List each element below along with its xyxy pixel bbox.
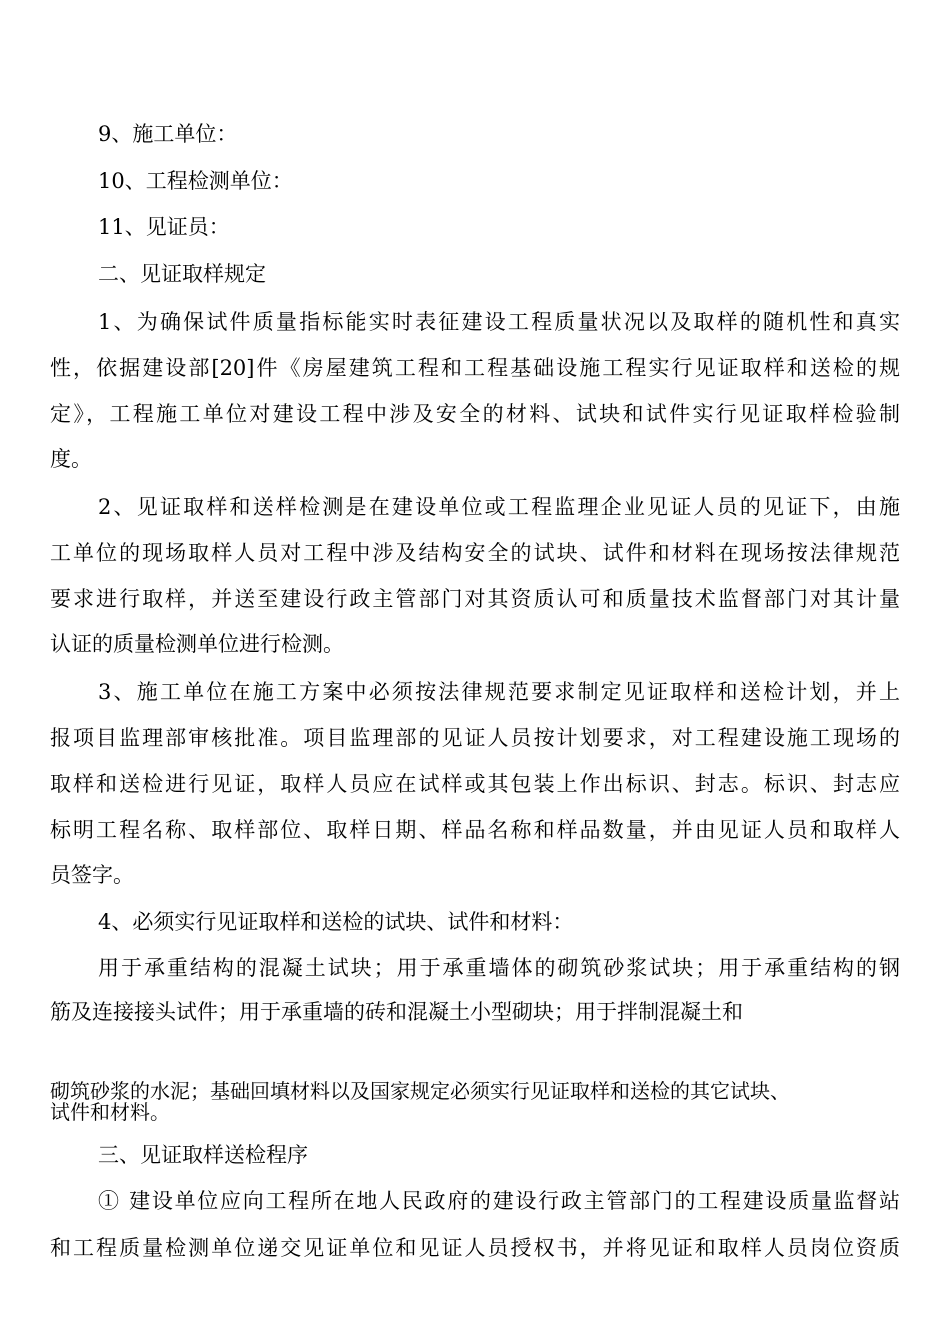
item-testing-unit: 10、工程检测单位： <box>98 169 293 193</box>
paragraph-2-line-3: 要求进行取样，并送至建设行政主管部门对其资质认可和质量技术监督部门对其计量 <box>50 587 900 611</box>
paragraph-3-line-1: 3、施工单位在施工方案中必须按法律规范要求制定见证取样和送检计划，并上 <box>98 680 900 704</box>
item-witness: 11、见证员： <box>98 215 230 239</box>
item-construction-unit: 9、施工单位： <box>98 122 238 146</box>
procedure-1-line-2: 和工程质量检测单位递交见证单位和见证人员授权书，并将见证和取样人员岗位资质 <box>50 1236 900 1260</box>
paragraph-1-line-1: 1、为确保试件质量指标能实时表征建设工程质量状况以及取样的随机性和真实 <box>98 310 900 334</box>
paragraph-1-line-4: 度。 <box>50 447 92 471</box>
paragraph-3-line-3: 取样和送检进行见证，取样人员应在试样或其包装上作出标识、封志。标识、封志应 <box>50 772 900 796</box>
paragraph-1-line-3: 定》，工程施工单位对建设工程中涉及安全的材料、试块和试件实行见证取样检验制 <box>50 402 900 426</box>
paragraph-4-heading: 4、必须实行见证取样和送检的试块、试件和材料： <box>98 910 574 934</box>
section-heading-3: 三、见证取样送检程序 <box>98 1143 308 1167</box>
paragraph-3-line-4: 标明工程名称、取样部位、取样日期、样品名称和样品数量，并由见证人员和取样人 <box>50 818 900 842</box>
paragraph-4-line-3: 砌筑砂浆的水泥；基础回填材料以及国家规定必须实行见证取样和送检的其它试块、 <box>50 1079 790 1103</box>
section-heading-2: 二、见证取样规定 <box>98 262 266 286</box>
paragraph-2-line-4: 认证的质量检测单位进行检测。 <box>50 632 344 656</box>
paragraph-3-line-2: 报项目监理部审核批准。项目监理部的见证人员按计划要求，对工程建设施工现场的 <box>50 726 900 750</box>
procedure-1-line-1: ① 建设单位应向工程所在地人民政府的建设行政主管部门的工程建设质量监督站 <box>98 1189 900 1213</box>
paragraph-2-line-2: 工单位的现场取样人员对工程中涉及结构安全的试块、试件和材料在现场按法律规范 <box>50 541 900 565</box>
paragraph-4-line-1: 用于承重结构的混凝土试块；用于承重墙体的砌筑砂浆试块；用于承重结构的钢 <box>98 956 900 980</box>
paragraph-4-line-2: 筋及连接接头试件；用于承重墙的砖和混凝土小型砌块；用于拌制混凝土和 <box>50 1000 743 1024</box>
paragraph-4-line-4: 试件和材料。 <box>50 1100 170 1124</box>
paragraph-2-line-1: 2、见证取样和送样检测是在建设单位或工程监理企业见证人员的见证下，由施 <box>98 495 900 519</box>
paragraph-1-line-2: 性，依据建设部[20]件《房屋建筑工程和工程基础设施工程实行见证取样和送检的规 <box>50 356 900 380</box>
paragraph-3-line-5: 员签字。 <box>50 863 134 887</box>
